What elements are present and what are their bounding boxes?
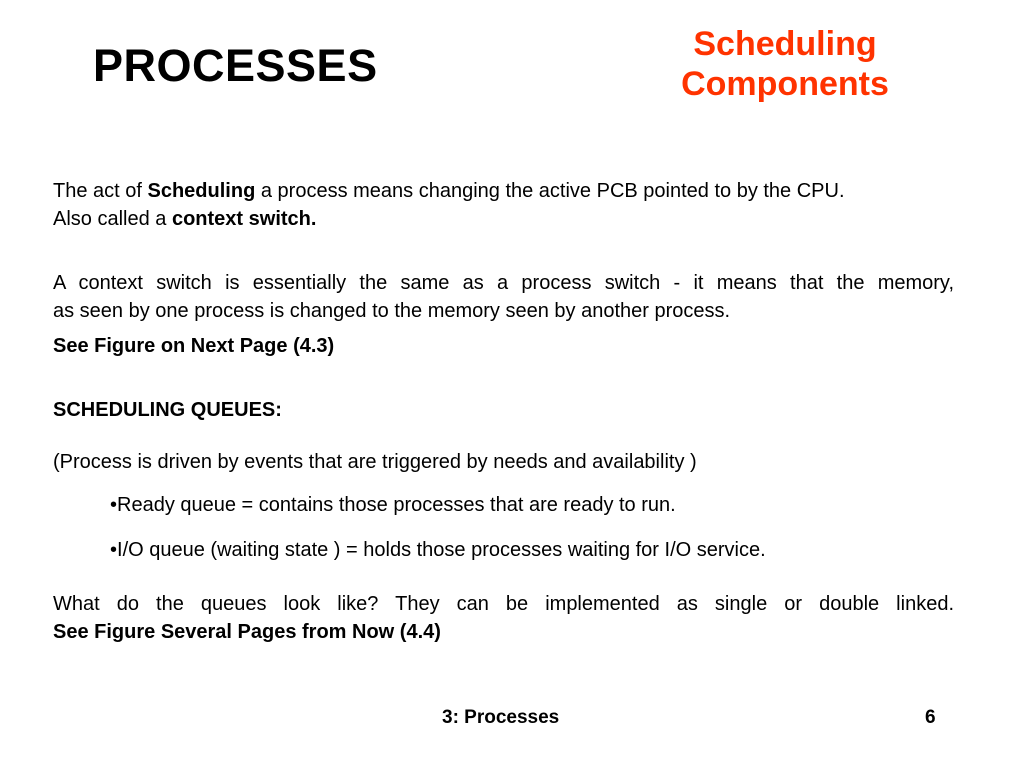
bullet-io-queue — [110, 536, 766, 564]
bullet-icon: • — [110, 539, 118, 561]
scheduling-definition — [53, 177, 954, 233]
footer-label: 3: Processes — [442, 707, 560, 728]
queues-implementation — [53, 590, 954, 646]
figure-reference-4-4: See Figure Several Pages from Now (4.4) — [53, 621, 441, 643]
definition-text-1: The act of — [53, 180, 148, 202]
page-number: 6 — [925, 707, 936, 728]
term-context-switch: context switch. — [171, 208, 317, 230]
explanation-line-2: as seen by one process is changed to the memory seen by another process. — [53, 300, 731, 322]
bullet-text: Ready queue = contains those processes that are ready to run. — [117, 494, 676, 516]
implementation-line-1: What do the queues look like? They can be implemented as single or double linked. — [53, 593, 954, 615]
bullet-text: I/O queue (waiting state ) = holds those processes waiting for I/O service. — [117, 539, 766, 561]
definition-text-3: Also called a — [53, 208, 172, 230]
queues-heading: SCHEDULING QUEUES: — [53, 399, 282, 421]
subtitle-line-2: Components — [681, 65, 889, 103]
figure-reference-4-3: See Figure on Next Page (4.3) — [53, 335, 335, 357]
explanation-line-1: A context switch is essentially the same as a process switch - it means that the memory, — [53, 272, 954, 294]
bullet-ready-queue — [110, 491, 676, 519]
definition-line-2 — [53, 205, 954, 233]
term-scheduling: Scheduling — [147, 180, 256, 202]
slide-title: PROCESSES — [93, 40, 378, 91]
slide-subtitle — [660, 24, 910, 104]
subtitle-line-1: Scheduling — [693, 25, 877, 63]
definition-line-1 — [53, 177, 954, 205]
bullet-icon: • — [110, 494, 118, 516]
context-switch-explanation — [53, 269, 954, 325]
definition-text-2: a process means changing the active PCB pointed to by the CPU. — [255, 180, 845, 202]
queues-intro: (Process is driven by events that are triggered by needs and availability ) — [53, 451, 697, 473]
